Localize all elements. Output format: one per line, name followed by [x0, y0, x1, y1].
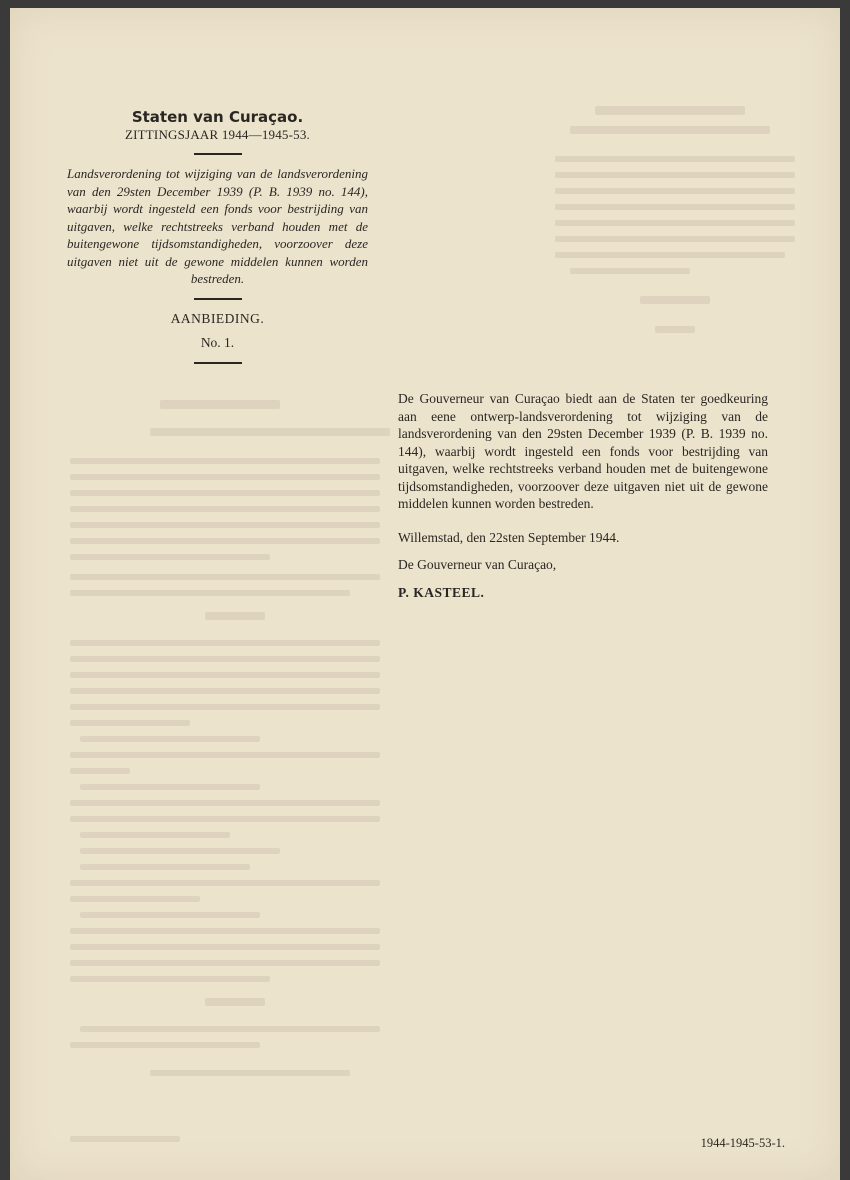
document-page — [10, 8, 840, 1180]
number-divider — [194, 362, 242, 364]
document-header — [65, 108, 370, 374]
document-type: AANBIEDING. — [170, 310, 265, 326]
document-number: No. 1. — [200, 334, 235, 350]
place-date: Willemstad, den 22sten September 1944. — [398, 529, 620, 545]
subject-divider — [194, 298, 242, 300]
ordinance-subject: Landsverordening tot wijziging van de landsverordening van den 29sten December 1939 (P. B. 1939 no. 144), waarbij wordt ingesteld een fonds voor bestrijding van uitgaven, welke rechtstreeks verband houden met de buitengewone tijdsomstandigheden, voorzoover deze uitgaven niet uit de gewone middelen kunnen worden bestreden. — [67, 166, 368, 286]
document-reference: 1944-1945-53-1. — [700, 1136, 785, 1150]
document-title: Staten van Curaçao. — [131, 108, 304, 126]
signatory-title: De Gouverneur van Curaçao, — [398, 557, 557, 572]
offer-paragraph: De Gouverneur van Curaçao biedt aan de Staten ter goedkeuring aan eene ontwerp-landsverordening tot wijziging van de landsverordening van den 29sten December 1939 (P. B. 1939 no. 144), waarbij wordt ingesteld een fonds voor bestrijding van uitgaven, welke rechtstreeks verband houden met de buitengewone tijdsomstandigheden, voorzoover deze uitgaven niet uit de gewone middelen kunnen worden bestreden. — [398, 391, 768, 511]
header-divider — [194, 153, 242, 155]
offer-letter — [398, 390, 768, 601]
signatory-name: P. KASTEEL. — [398, 584, 485, 600]
session-year: ZITTINGSJAAR 1944—1945-53. — [124, 127, 311, 142]
